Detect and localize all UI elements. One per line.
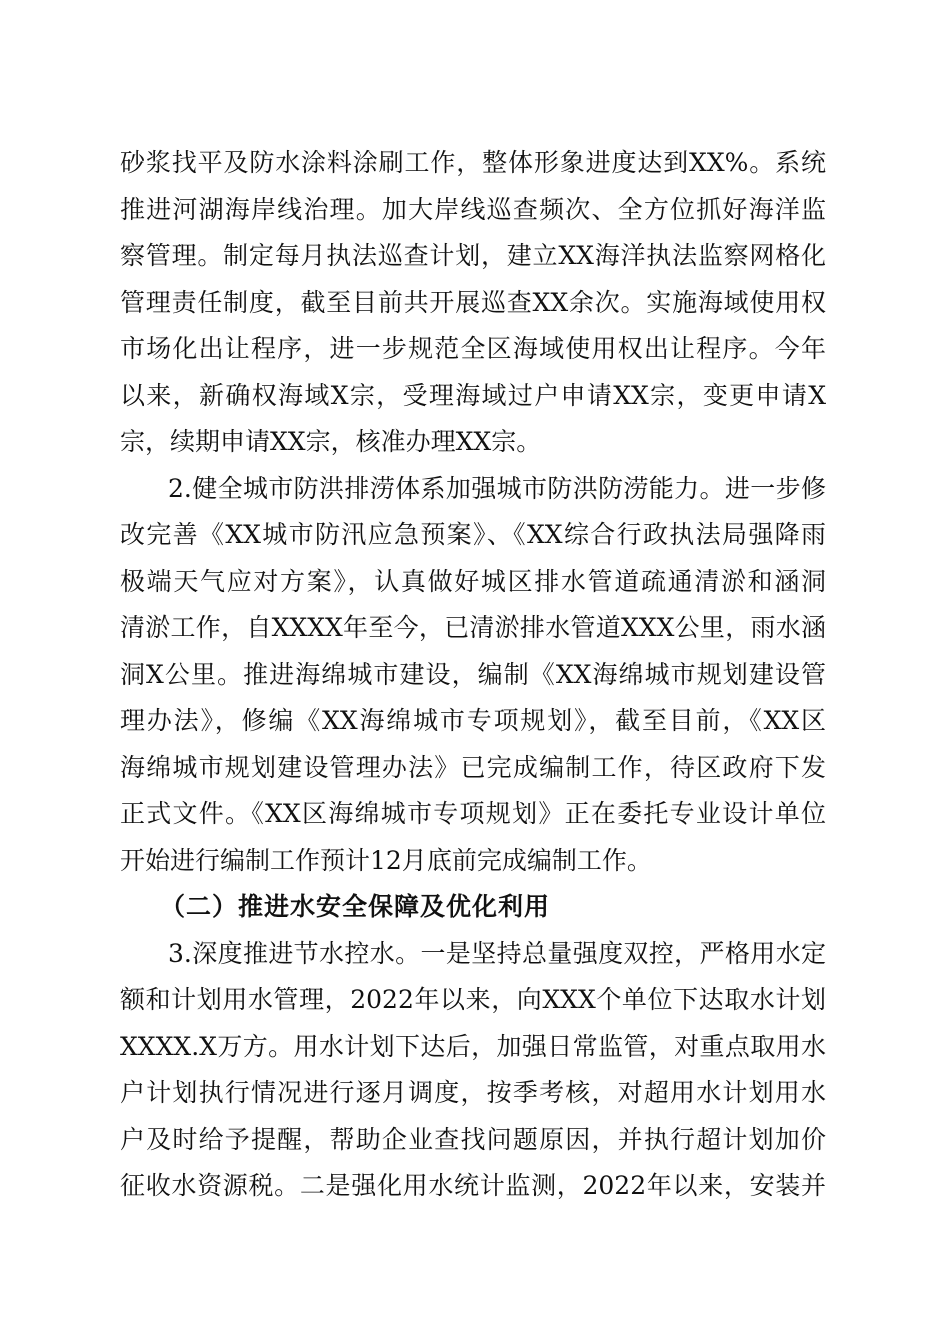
paragraph-2-line-1: 2.健全城市防洪排涝体系加强城市防洪防涝能力。进一步修 — [168, 474, 826, 503]
paragraph-2-line-8: 正式文件。《XX区海绵城市专项规划》正在委托专业设计单位 — [120, 799, 826, 828]
paragraph-2-line-9: 开始进行编制工作预计12月底前完成编制工作。 — [120, 846, 652, 875]
paragraph-1-line-6: 以来，新确权海域X宗，受理海域过户申请XX宗，变更申请X — [120, 381, 826, 410]
paragraph-1-line-2: 推进河湖海岸线治理。加大岸线巡查频次、全方位抓好海洋监 — [120, 195, 826, 224]
paragraph-2-line-6: 理办法》，修编《XX海绵城市专项规划》，截至目前，《XX区 — [120, 706, 826, 735]
paragraph-3-line-3: XXXX.X万方。用水计划下达后，加强日常监管，对重点取用水 — [120, 1032, 826, 1061]
paragraph-1-line-3: 察管理。制定每月执法巡查计划，建立XX海洋执法监察网格化 — [120, 241, 826, 270]
paragraph-2-line-4: 清淤工作，自XXXX年至今，已清淤排水管道XXX公里，雨水涵 — [120, 613, 826, 642]
paragraph-1-line-7: 宗，续期申请XX宗，核准办理XX宗。 — [120, 427, 542, 456]
paragraph-2-line-5: 洞X公里。推进海绵城市建设，编制《XX海绵城市规划建设管 — [120, 660, 826, 689]
paragraph-3-line-6: 征收水资源税。二是强化用水统计监测，2022年以来，安装并 — [120, 1171, 826, 1200]
paragraph-3-line-1: 3.深度推进节水控水。一是坚持总量强度双控，严格用水定 — [168, 939, 826, 968]
paragraph-2-line-3: 极端天气应对方案》，认真做好城区排水管道疏通清淤和涵洞 — [120, 567, 826, 596]
paragraph-3-line-4: 户计划执行情况进行逐月调度，按季考核，对超用水计划用水 — [120, 1078, 826, 1107]
paragraph-3-line-5: 户及时给予提醒，帮助企业查找问题原因，并执行超计划加价 — [120, 1125, 826, 1154]
section-heading: （二）推进水安全保障及优化利用 — [160, 892, 551, 921]
paragraph-2-line-7: 海绵城市规划建设管理办法》已完成编制工作，待区政府下发 — [120, 753, 826, 782]
paragraph-3-line-2: 额和计划用水管理，2022年以来，向XXX个单位下达取水计划 — [120, 985, 826, 1014]
paragraph-1-line-5: 市场化出让程序，进一步规范全区海域使用权出让程序。今年 — [120, 334, 826, 363]
paragraph-2-line-2: 改完善《XX城市防汛应急预案》、《XX综合行政执法局强降雨 — [120, 520, 826, 549]
paragraph-1-line-1: 砂浆找平及防水涂料涂刷工作，整体形象进度达到XX%。系统 — [120, 148, 826, 177]
paragraph-1-line-4: 管理责任制度，截至目前共开展巡查XX余次。实施海域使用权 — [120, 288, 826, 317]
